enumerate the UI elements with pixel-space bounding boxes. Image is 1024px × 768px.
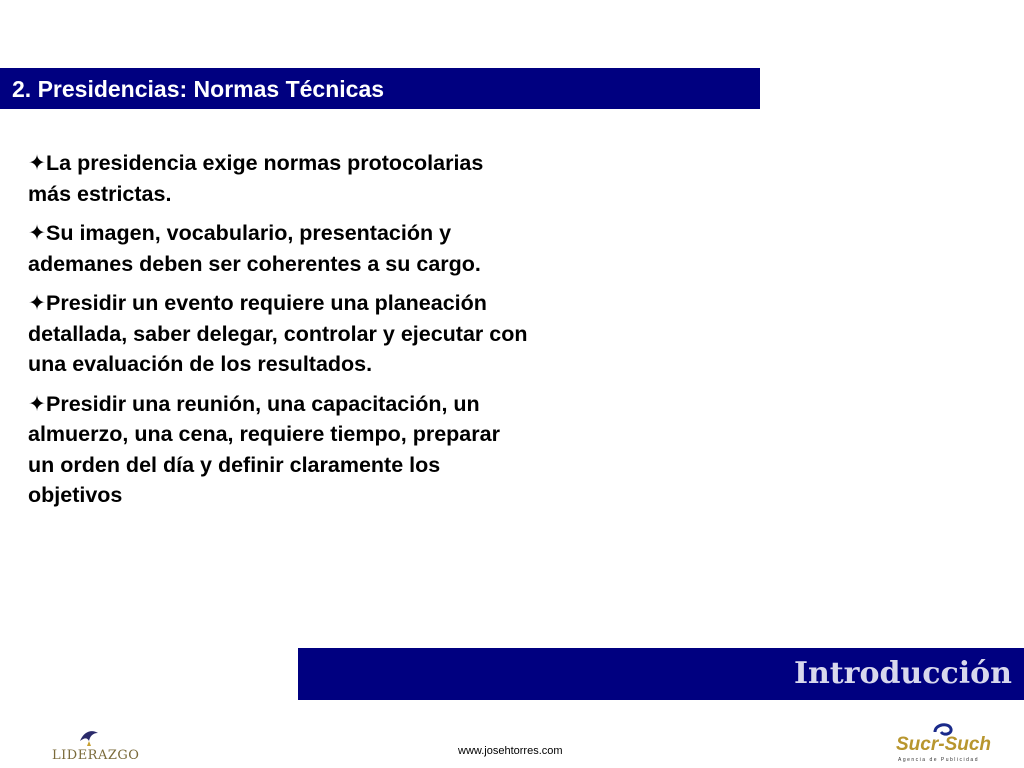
sucr-such-tagline: Agencia de Publicidad (898, 757, 979, 763)
bullet-item (28, 148, 528, 209)
star-bullet-icon: ✦ (28, 151, 47, 175)
footer-url: www.josehtorres.com (458, 745, 563, 757)
bird-logo-icon (78, 727, 100, 747)
star-bullet-icon: ✦ (28, 391, 47, 416)
liderazgo-logo-text: LIDERAZGO (52, 748, 140, 763)
section-bar (298, 648, 1024, 700)
bullet-item (28, 218, 528, 279)
bullet-text: Su imagen, vocabulario, presentación y ademanes deben ser coherentes a su cargo. (28, 221, 481, 276)
sucr-such-logo-text: Sucr-Such (896, 734, 992, 755)
bullet-list (28, 148, 528, 520)
section-label: Introducción (793, 656, 1012, 691)
slide-title: 2. Presidencias: Normas Técnicas (12, 76, 385, 102)
sucr-such-logo (896, 720, 992, 766)
star-bullet-icon: ✦ (28, 291, 47, 315)
star-bullet-icon: ✦ (28, 221, 47, 245)
bullet-text: Presidir una reunión, una capacitación, un almuerzo, una cena, requiere tiempo, preparar un orden del día y definir claramente los objetivos (28, 391, 500, 507)
bullet-item (28, 288, 528, 380)
bullet-item (28, 389, 528, 511)
bullet-text: Presidir un evento requiere una planeación detallada, saber delegar, controlar y ejecutar con una evaluación de los resultados. (28, 291, 528, 376)
liderazgo-logo (44, 727, 140, 765)
title-bar (0, 68, 760, 109)
bullet-text: La presidencia exige normas protocolarias más estrictas. (28, 151, 484, 206)
